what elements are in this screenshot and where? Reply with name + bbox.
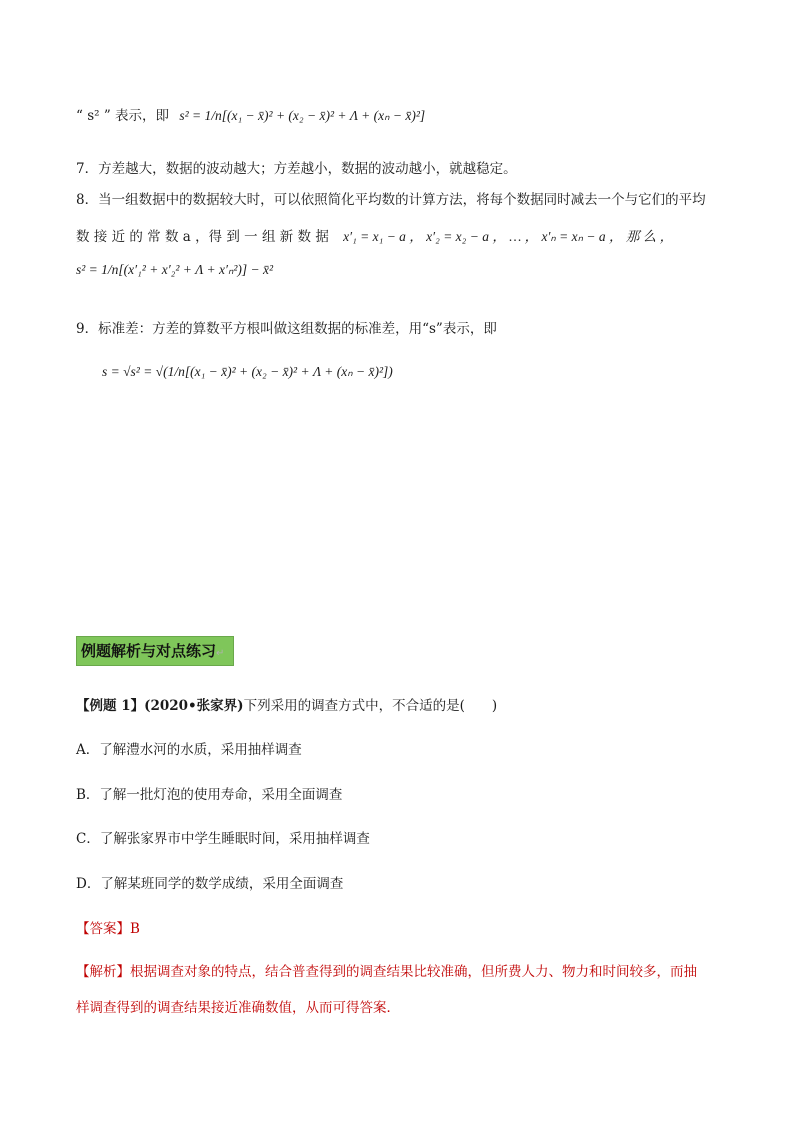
analysis-text-1: 根据调查对象的特点，结合普查得到的调查结果比较准确，但所费人力、物力和时间较多，而抽	[130, 964, 697, 980]
variance-formula: s² = 1/n[(x₁ − x̄)² + (x₂ − x̄)² + Λ + (xₙ − x̄)²]	[179, 108, 426, 123]
answer-label: 【答案】	[76, 921, 130, 937]
answer	[76, 917, 140, 937]
simplified-variance-formula: s² = 1/n[(x′₁² + x′₂² + Λ + x′ₙ²)] − x̄²	[76, 262, 274, 277]
item-8-line-1: 8．当一组数据中的数据较大时，可以依照简化平均数的计算方法，将每个数据同时减去一个与它们的平均	[76, 192, 706, 208]
option-d: D．了解某班同学的数学成绩，采用全面调查	[76, 876, 344, 892]
item-9: 9．标准差：方差的算数平方根叫做这组数据的标准差，用“s”表示，即	[76, 321, 497, 337]
analysis-line-1	[76, 960, 697, 980]
item-8-line-2	[76, 225, 673, 245]
option-c: C．了解张家界市中学生睡眠时间，采用抽样调查	[76, 831, 370, 847]
item-8-line-2-math: x′₁ = x₁ − a ， x′₂ = x₂ − a ， … ， x′ₙ = xₙ − a ， 那 么 ，	[343, 229, 674, 244]
example-label: 【例题 1】	[76, 698, 145, 714]
option-b: B．了解一批灯泡的使用寿命，采用全面调查	[76, 787, 343, 803]
option-a: A．了解澧水河的水质，采用抽样调查	[76, 742, 302, 758]
analysis-line-2: 样调查得到的调查结果接近准确数值，从而可得答案．	[76, 1000, 400, 1016]
example-question	[76, 694, 497, 714]
section-badge-label: 例题解析与对点练习	[81, 642, 217, 660]
item-8-line-2-text: 数 接 近 的 常 数 a ，得 到 一 组 新 数 据	[76, 229, 329, 245]
answer-value: B	[130, 921, 140, 937]
analysis-label: 【解析】	[76, 964, 130, 980]
variance-formula-line	[76, 104, 425, 124]
standard-deviation-formula: s = √s² = √(1/n[(x₁ − x̄)² + (x₂ − x̄)² + Λ + (xₙ − x̄)²])	[102, 364, 393, 379]
example-question-text: 下列采用的调查方式中，不合适的是( )	[243, 698, 498, 714]
return-mark-icon: ↵	[216, 648, 225, 659]
section-badge	[76, 636, 234, 666]
variance-prefix: “ s² ” 表示，即	[76, 108, 170, 124]
item-7: 7．方差越大，数据的波动越大；方差越小，数据的波动越小，就越稳定。	[76, 161, 517, 177]
example-source: (2020•张家界)	[144, 698, 244, 714]
